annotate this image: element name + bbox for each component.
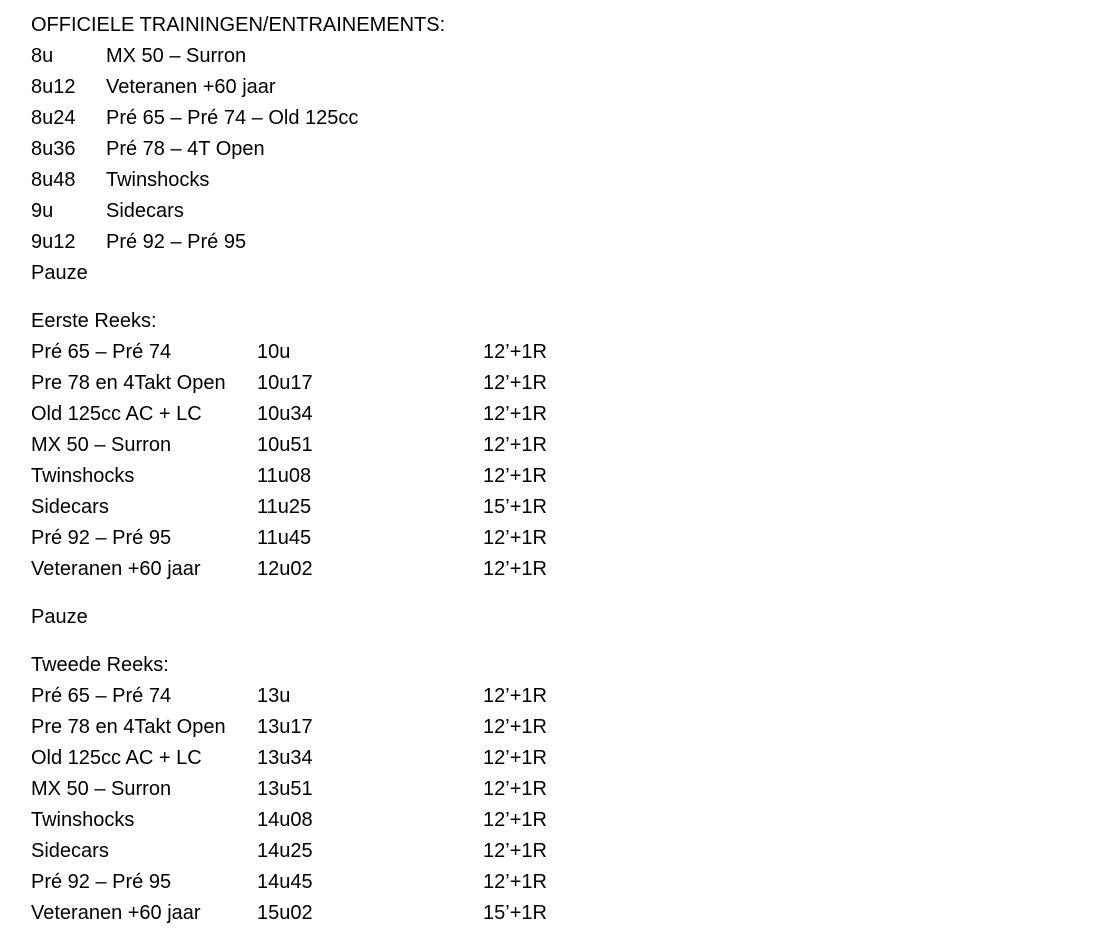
race-start: 11u45 xyxy=(257,527,312,549)
race-row xyxy=(31,399,1091,430)
training-time: 8u36 xyxy=(31,138,76,160)
race-class: Twinshocks xyxy=(31,809,135,831)
training-time: 9u12 xyxy=(31,231,76,253)
race-class: Veteranen +60 jaar xyxy=(31,902,201,924)
spacer xyxy=(31,289,1091,306)
race-class: Sidecars xyxy=(31,496,109,518)
race-row xyxy=(31,492,1091,523)
race-class: Pré 92 – Pré 95 xyxy=(31,871,172,893)
race-duration: 12’+1R xyxy=(483,840,547,862)
race-duration: 12’+1R xyxy=(483,434,547,456)
race-row xyxy=(31,743,1091,774)
training-row xyxy=(31,103,1091,134)
race-start: 10u34 xyxy=(257,403,313,425)
race-start: 13u51 xyxy=(257,778,313,800)
race-duration: 12’+1R xyxy=(483,341,547,363)
race-row xyxy=(31,867,1091,898)
race-row xyxy=(31,523,1091,554)
training-class: Veteranen +60 jaar xyxy=(106,76,276,98)
race-class: MX 50 – Surron xyxy=(31,434,172,456)
race-duration: 12’+1R xyxy=(483,558,547,580)
race-class: Twinshocks xyxy=(31,465,135,487)
race-row xyxy=(31,681,1091,712)
race-row xyxy=(31,368,1091,399)
race-duration: 12’+1R xyxy=(483,716,547,738)
race-start: 10u17 xyxy=(257,372,313,394)
race-class: Pré 65 – Pré 74 xyxy=(31,685,172,707)
race-class: Pré 92 – Pré 95 xyxy=(31,527,172,549)
training-time: 9u xyxy=(31,200,54,222)
race-row xyxy=(31,554,1091,585)
race-class: Sidecars xyxy=(31,840,109,862)
race-duration: 12’+1R xyxy=(483,465,547,487)
race-start: 13u34 xyxy=(257,747,313,769)
race-start: 12u02 xyxy=(257,558,313,580)
race-row xyxy=(31,774,1091,805)
training-row xyxy=(31,227,1091,258)
pause-label: Pauze xyxy=(31,606,88,628)
race-start: 10u51 xyxy=(257,434,313,456)
race-row xyxy=(31,898,1091,929)
race-start: 14u45 xyxy=(257,871,313,893)
race-start: 14u08 xyxy=(257,809,313,831)
document-title: OFFICIELE TRAININGEN/ENTRAINEMENTS: xyxy=(31,14,446,36)
training-row xyxy=(31,72,1091,103)
training-time: 8u xyxy=(31,45,54,67)
race-start: 13u17 xyxy=(257,716,313,738)
spacer xyxy=(31,633,1091,650)
spacer xyxy=(31,585,1091,602)
race-row xyxy=(31,836,1091,867)
series-2-list xyxy=(31,681,1091,929)
series-1-heading: Eerste Reeks: xyxy=(31,310,157,332)
race-duration: 12’+1R xyxy=(483,778,547,800)
training-row xyxy=(31,165,1091,196)
training-list xyxy=(31,41,1091,258)
training-class: Pré 65 – Pré 74 – Old 125cc xyxy=(106,107,359,129)
race-row xyxy=(31,712,1091,743)
race-duration: 12’+1R xyxy=(483,403,547,425)
race-start: 11u25 xyxy=(257,496,312,518)
race-class: Pre 78 en 4Takt Open xyxy=(31,372,226,394)
training-row xyxy=(31,41,1091,72)
race-class: Old 125cc AC + LC xyxy=(31,403,202,425)
race-row xyxy=(31,461,1091,492)
race-class: Pré 65 – Pré 74 xyxy=(31,341,172,363)
training-time: 8u24 xyxy=(31,107,76,129)
race-class: Old 125cc AC + LC xyxy=(31,747,202,769)
race-start: 13u xyxy=(257,685,291,707)
training-row xyxy=(31,134,1091,165)
race-class: Veteranen +60 jaar xyxy=(31,558,201,580)
race-duration: 12’+1R xyxy=(483,871,547,893)
race-duration: 12’+1R xyxy=(483,809,547,831)
training-class: Twinshocks xyxy=(106,169,210,191)
training-row xyxy=(31,196,1091,227)
training-class: MX 50 – Surron xyxy=(106,45,247,67)
race-start: 14u25 xyxy=(257,840,313,862)
pause-label: Pauze xyxy=(31,262,88,284)
series-1-list xyxy=(31,337,1091,585)
training-time: 8u48 xyxy=(31,169,76,191)
race-duration: 12’+1R xyxy=(483,372,547,394)
training-time: 8u12 xyxy=(31,76,76,98)
race-duration: 15’+1R xyxy=(483,902,547,924)
schedule-document xyxy=(31,10,1091,929)
race-duration: 12’+1R xyxy=(483,747,547,769)
race-start: 15u02 xyxy=(257,902,313,924)
race-duration: 12’+1R xyxy=(483,527,547,549)
training-class: Pré 78 – 4T Open xyxy=(106,138,265,160)
training-class: Sidecars xyxy=(106,200,184,222)
race-class: Pre 78 en 4Takt Open xyxy=(31,716,226,738)
race-class: MX 50 – Surron xyxy=(31,778,172,800)
race-row xyxy=(31,430,1091,461)
race-row xyxy=(31,805,1091,836)
race-start: 11u08 xyxy=(257,465,312,487)
series-2-heading: Tweede Reeks: xyxy=(31,654,169,676)
race-start: 10u xyxy=(257,341,291,363)
race-duration: 15’+1R xyxy=(483,496,547,518)
race-duration: 12’+1R xyxy=(483,685,547,707)
race-row xyxy=(31,337,1091,368)
training-class: Pré 92 – Pré 95 xyxy=(106,231,247,253)
